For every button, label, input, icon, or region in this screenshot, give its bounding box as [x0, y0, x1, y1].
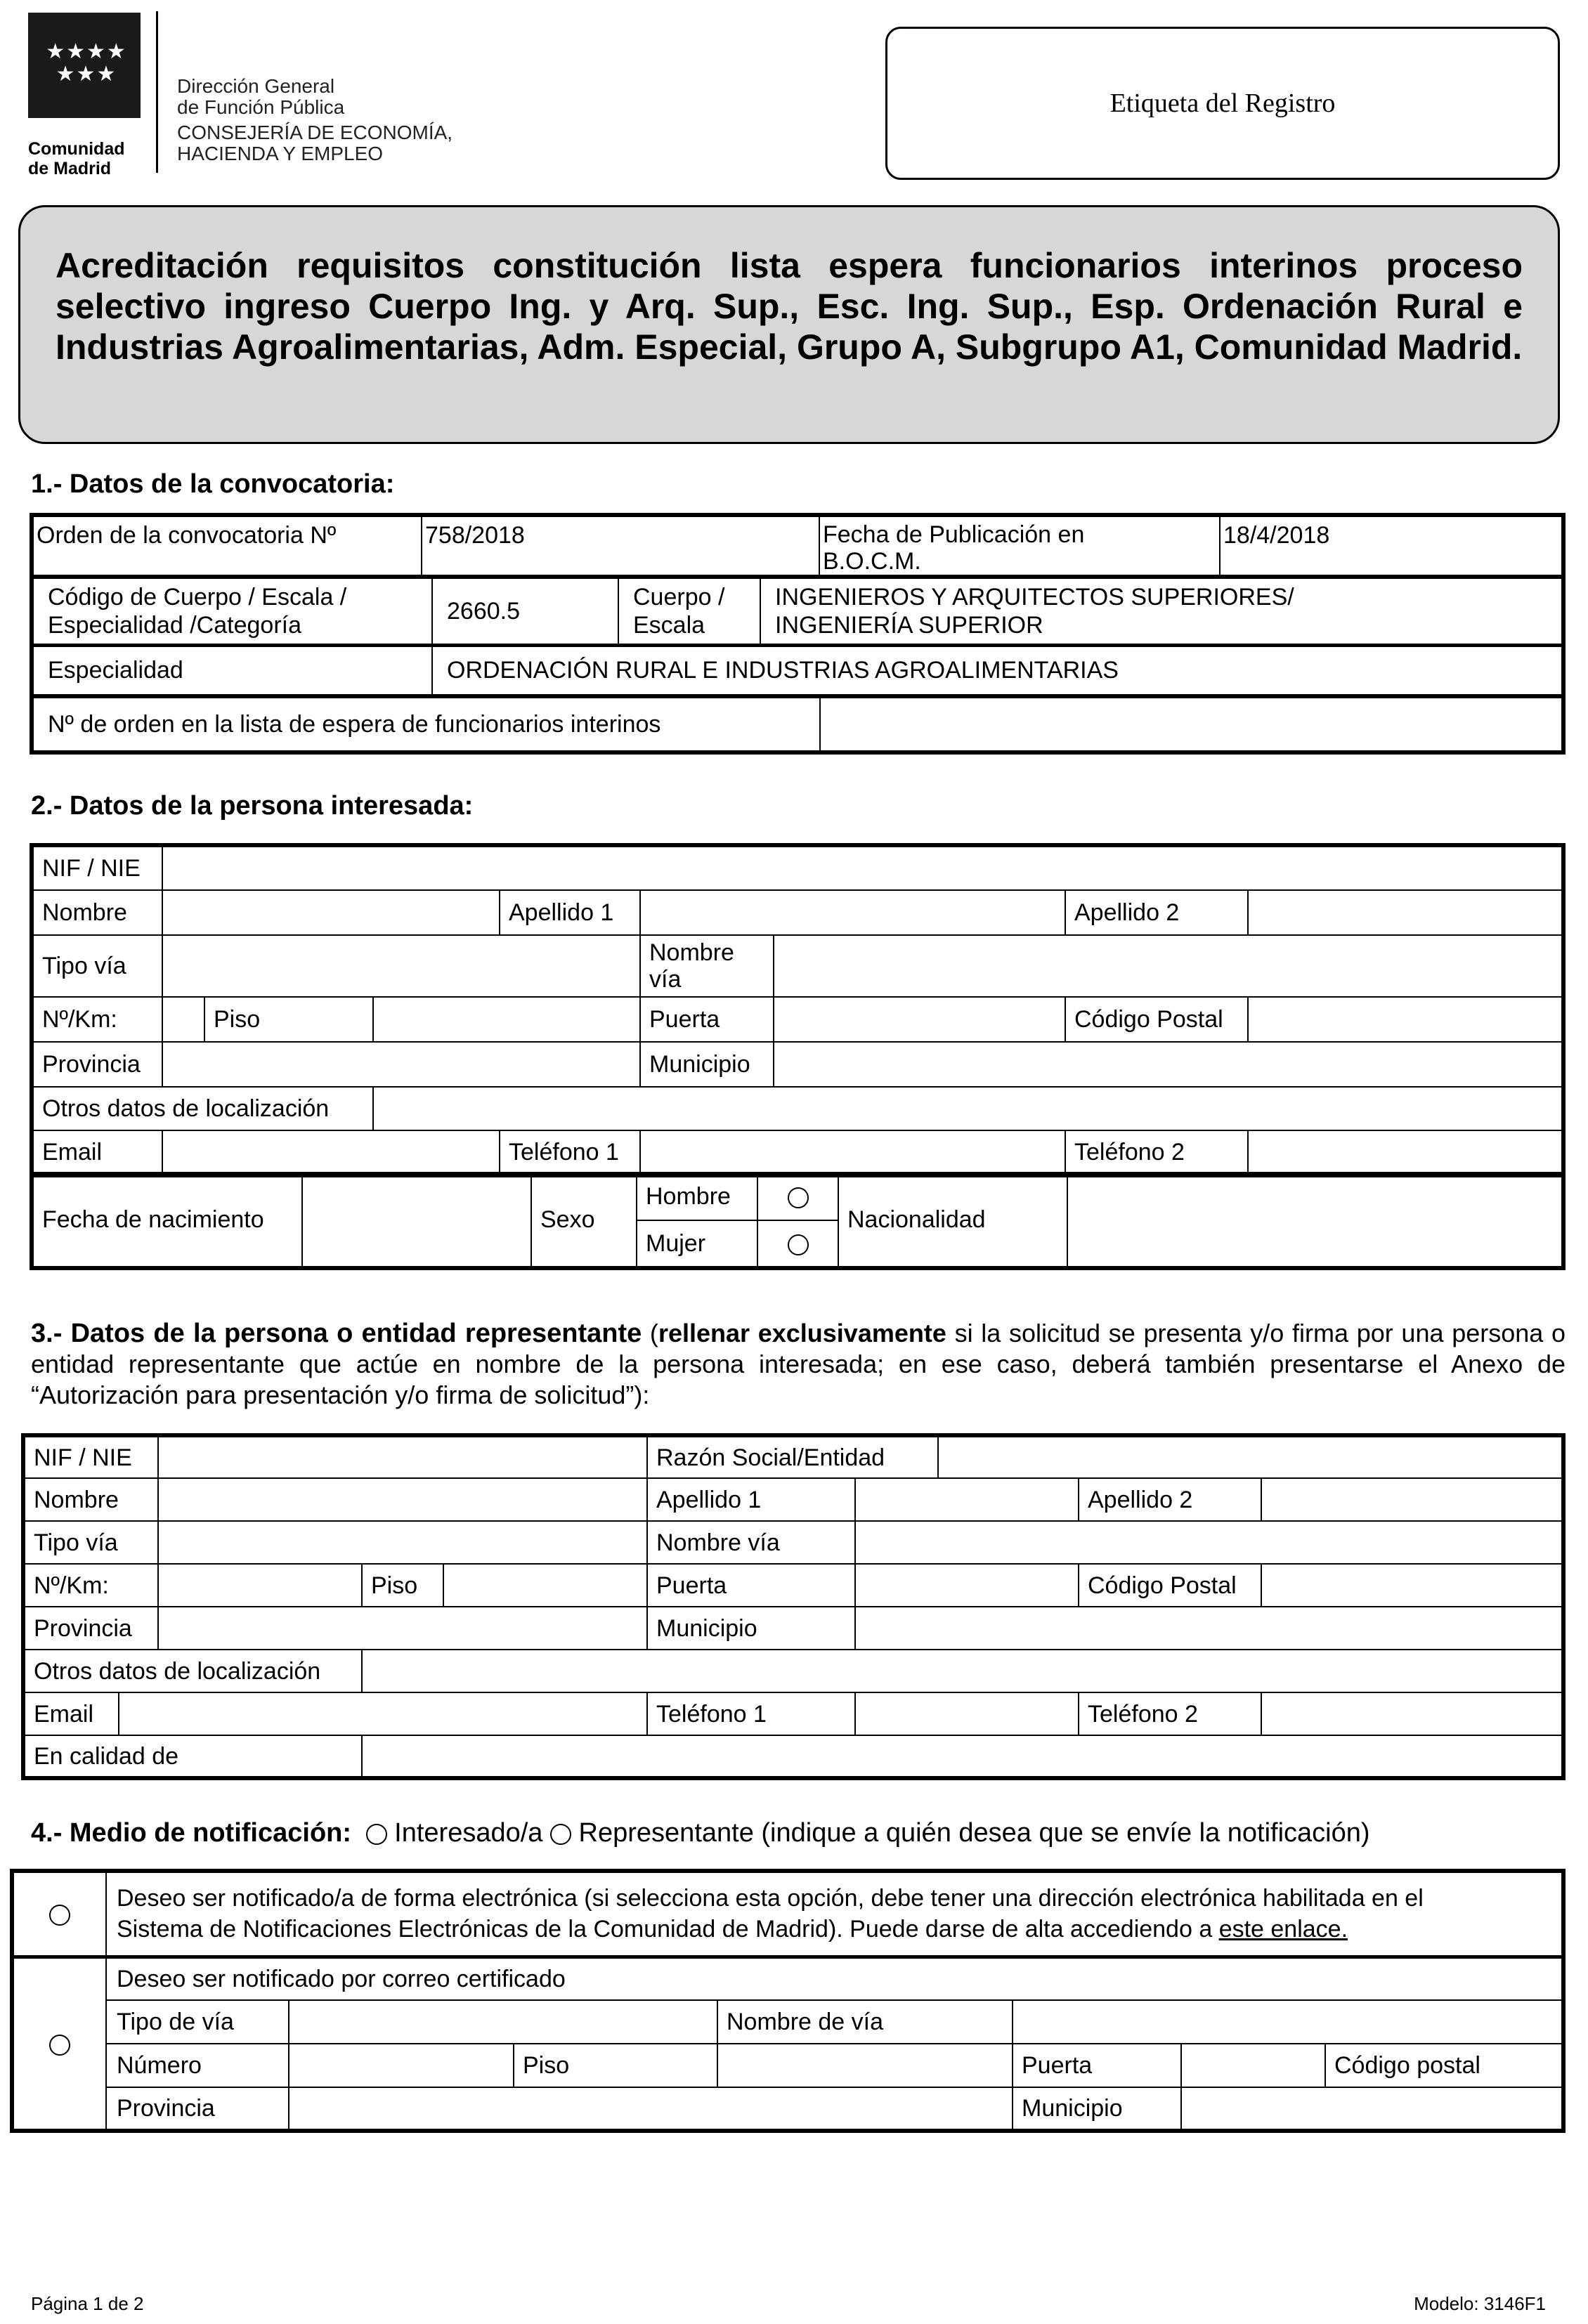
fecha-nacimiento-label: Fecha de nacimiento: [32, 1173, 302, 1268]
rep-email-label: Email: [23, 1692, 119, 1735]
mujer-radio[interactable]: [757, 1220, 838, 1268]
comunidad-de-madrid-logo: [28, 13, 169, 178]
mujer-label: Mujer: [637, 1220, 757, 1268]
rep-nombre-field[interactable]: [158, 1478, 647, 1521]
rep-nombre-label: Nombre: [23, 1478, 158, 1521]
rep-num-km-field[interactable]: [158, 1564, 362, 1607]
razon-social-field[interactable]: [938, 1435, 1563, 1478]
not-puerta-field[interactable]: [1181, 2044, 1325, 2087]
nacimiento-sexo-table: [30, 1172, 1566, 1270]
numero-orden-table: [30, 694, 1566, 755]
not-provincia-field[interactable]: [289, 2087, 1013, 2131]
municipio-field[interactable]: [774, 1042, 1563, 1087]
apellido1-field[interactable]: [640, 890, 1065, 935]
postal-notification-title: Deseo ser notificado por correo certificado: [106, 1957, 1563, 2000]
nif-label: NIF / NIE: [32, 845, 162, 890]
cuerpo-table: [30, 575, 1566, 698]
section-3-title: 3.- Datos de la persona o entidad representante (rellenar exclusivamente si la solicitud se presenta y/o firma por una persona o entidad representante que actúe en nombre de la persona interesada; en ese caso, deberá también presentarse el Anexo de “Autorización para presentación y/o firma de solicitud”):: [31, 1319, 1566, 1409]
radio-icon[interactable]: [788, 1234, 809, 1255]
apellido2-label: Apellido 2: [1065, 890, 1248, 935]
rep-apellido2-field[interactable]: [1261, 1478, 1563, 1521]
puerta-field[interactable]: [774, 997, 1065, 1042]
rep-provincia-field[interactable]: [158, 1607, 647, 1650]
rep-codigo-postal-label: Código Postal: [1079, 1564, 1261, 1607]
rep-provincia-label: Provincia: [23, 1607, 158, 1650]
nombre-via-field[interactable]: [774, 935, 1563, 997]
not-codigo-postal-label: Código postal: [1325, 2044, 1563, 2087]
not-tipo-via-label: Tipo de vía: [106, 2000, 289, 2044]
not-municipio-field[interactable]: [1181, 2087, 1563, 2131]
orden-label: Orden de la convocatoria Nº: [32, 515, 422, 577]
rep-nif-field[interactable]: [158, 1435, 647, 1478]
radio-icon[interactable]: [788, 1187, 809, 1208]
rep-telefono1-field[interactable]: [855, 1692, 1079, 1735]
tipo-via-field[interactable]: [162, 935, 640, 997]
rep-municipio-field[interactable]: [855, 1607, 1563, 1650]
orden-value: 758/2018: [422, 515, 819, 577]
not-nombre-via-field[interactable]: [1013, 2000, 1563, 2044]
fecha-publicacion-label: Fecha de Publicación en B.O.C.M.: [819, 515, 1220, 577]
not-piso-field[interactable]: [717, 2044, 1013, 2087]
not-piso-label: Piso: [514, 2044, 717, 2087]
num-km-field[interactable]: [162, 997, 204, 1042]
tipo-via-label: Tipo vía: [32, 935, 162, 997]
cuerpo-escala-label: Cuerpo / Escala: [618, 577, 760, 646]
rep-puerta-label: Puerta: [647, 1564, 855, 1607]
rep-otros-datos-label: Otros datos de localización: [23, 1650, 362, 1692]
codigo-postal-label: Código Postal: [1065, 997, 1248, 1042]
hombre-radio[interactable]: [757, 1173, 838, 1220]
flag-icon: [28, 13, 141, 118]
en-calidad-label: En calidad de: [23, 1735, 362, 1778]
apellido1-label: Apellido 1: [500, 890, 640, 935]
sexo-label: Sexo: [531, 1173, 637, 1268]
not-numero-field[interactable]: [289, 2044, 514, 2087]
nacionalidad-field[interactable]: [1067, 1173, 1563, 1268]
fecha-publicacion-value: 18/4/2018: [1220, 515, 1563, 577]
telefono2-field[interactable]: [1248, 1130, 1563, 1175]
apellido2-field[interactable]: [1248, 890, 1563, 935]
municipio-label: Municipio: [640, 1042, 774, 1087]
rep-telefono2-field[interactable]: [1261, 1692, 1563, 1735]
rep-telefono1-label: Teléfono 1: [647, 1692, 855, 1735]
rep-nombre-via-field[interactable]: [855, 1521, 1563, 1564]
not-nombre-via-label: Nombre de vía: [717, 2000, 1013, 2044]
convocatoria-table: [30, 513, 1566, 579]
representante-table: [21, 1433, 1566, 1780]
postal-radio[interactable]: [49, 2035, 70, 2056]
rep-num-km-label: Nº/Km:: [23, 1564, 158, 1607]
nombre-label: Nombre: [32, 890, 162, 935]
section-2-title: 2.- Datos de la persona interesada:: [31, 791, 474, 821]
especialidad-label: Especialidad: [32, 646, 432, 696]
logo-name: Comunidad de Madrid: [28, 139, 125, 178]
not-provincia-label: Provincia: [106, 2087, 289, 2131]
logo-divider: [156, 11, 158, 173]
interesado-radio[interactable]: [366, 1824, 387, 1845]
rep-apellido2-label: Apellido 2: [1079, 1478, 1261, 1521]
fecha-nacimiento-field[interactable]: [302, 1173, 531, 1268]
rep-telefono2-label: Teléfono 2: [1079, 1692, 1261, 1735]
not-puerta-label: Puerta: [1013, 2044, 1181, 2087]
provincia-label: Provincia: [32, 1042, 162, 1087]
section-1-title: 1.- Datos de la convocatoria:: [31, 469, 395, 499]
not-numero-label: Número: [106, 2044, 289, 2087]
razon-social-label: Razón Social/Entidad: [647, 1435, 938, 1478]
hombre-label: Hombre: [637, 1173, 757, 1220]
rep-codigo-postal-field[interactable]: [1261, 1564, 1563, 1607]
stars-icon: ★★★★ ★★★: [46, 40, 127, 86]
section-4-title: 4.- Medio de notificación: Interesado/a Representante (indique a quién desea que se envíe la notificación): [31, 1818, 1370, 1848]
postal-radio-cell[interactable]: [12, 1957, 106, 2131]
rep-email-field[interactable]: [119, 1692, 647, 1735]
representante-radio[interactable]: [550, 1824, 571, 1845]
rep-piso-label: Piso: [362, 1564, 443, 1607]
registry-label-box: Etiqueta del Registro: [885, 27, 1560, 180]
rep-otros-datos-field[interactable]: [362, 1650, 1563, 1692]
rep-tipo-via-label: Tipo vía: [23, 1521, 158, 1564]
en-calidad-field[interactable]: [362, 1735, 1563, 1778]
nacionalidad-label: Nacionalidad: [838, 1173, 1067, 1268]
telefono1-label: Teléfono 1: [500, 1130, 640, 1175]
puerta-label: Puerta: [640, 997, 774, 1042]
rep-apellido1-label: Apellido 1: [647, 1478, 855, 1521]
nombre-field[interactable]: [162, 890, 500, 935]
provincia-field[interactable]: [162, 1042, 640, 1087]
not-municipio-label: Municipio: [1013, 2087, 1181, 2131]
piso-label: Piso: [204, 997, 373, 1042]
rep-nif-label: NIF / NIE: [23, 1435, 158, 1478]
cuerpo-escala-value: INGENIEROS Y ARQUITECTOS SUPERIORES/ INGENIERÍA SUPERIOR: [760, 577, 1563, 646]
email-field[interactable]: [162, 1130, 500, 1175]
not-tipo-via-field[interactable]: [289, 2000, 717, 2044]
telefono2-label: Teléfono 2: [1065, 1130, 1248, 1175]
alta-link[interactable]: este enlace.: [1218, 1916, 1348, 1943]
telefono1-field[interactable]: [640, 1130, 1065, 1175]
form-title: Acreditación requisitos constitución lista espera funcionarios interinos proceso selectivo ingreso Cuerpo Ing. y Arq. Sup., Esc. Ing. Sup., Esp. Ordenación Rural e Industrias Agroalimentarias, Adm. Especial, Grupo A, Subgrupo A1, Comunidad Madrid.: [18, 205, 1560, 444]
page-number: Página 1 de 2: [31, 2293, 144, 2314]
electronic-radio-cell[interactable]: [12, 1871, 106, 1957]
rep-tipo-via-field[interactable]: [158, 1521, 647, 1564]
rep-puerta-field[interactable]: [855, 1564, 1079, 1607]
codigo-cuerpo-label: Código de Cuerpo / Escala / Especialidad /Categoría: [32, 577, 432, 646]
nombre-via-label: Nombre vía: [640, 935, 774, 997]
medio-notificacion-table: [10, 1869, 1566, 2133]
rep-nombre-via-label: Nombre vía: [647, 1521, 855, 1564]
num-orden-label: Nº de orden en la lista de espera de funcionarios interinos: [32, 696, 820, 752]
electronic-notification-text: Deseo ser notificado/a de forma electrónica (si selecciona esta opción, debe tener una dirección electrónica habilitada en el Sistema de Notificaciones Electrónicas de la Comunidad de Madrid). Puede darse de alta accediendo a este enlace.: [106, 1871, 1563, 1957]
otros-datos-field[interactable]: [373, 1087, 1563, 1130]
organization-text: Dirección General de Función Pública CONSEJERÍA DE ECONOMÍA, HACIENDA Y EMPLEO: [177, 75, 453, 164]
electronic-radio[interactable]: [49, 1905, 70, 1926]
rep-municipio-label: Municipio: [647, 1607, 855, 1650]
especialidad-value: ORDENACIÓN RURAL E INDUSTRIAS AGROALIMENTARIAS: [432, 646, 1563, 696]
codigo-postal-field[interactable]: [1248, 997, 1563, 1042]
rep-apellido1-field[interactable]: [855, 1478, 1079, 1521]
persona-interesada-table: [30, 843, 1566, 1177]
model-number: Modelo: 3146F1: [1414, 2293, 1546, 2314]
email-label: Email: [32, 1130, 162, 1175]
num-km-label: Nº/Km:: [32, 997, 162, 1042]
piso-field[interactable]: [373, 997, 640, 1042]
num-orden-field[interactable]: [820, 696, 1563, 752]
otros-datos-label: Otros datos de localización: [32, 1087, 373, 1130]
rep-piso-field[interactable]: [443, 1564, 647, 1607]
nif-field[interactable]: [162, 845, 1563, 890]
codigo-cuerpo-value: 2660.5: [432, 577, 618, 646]
